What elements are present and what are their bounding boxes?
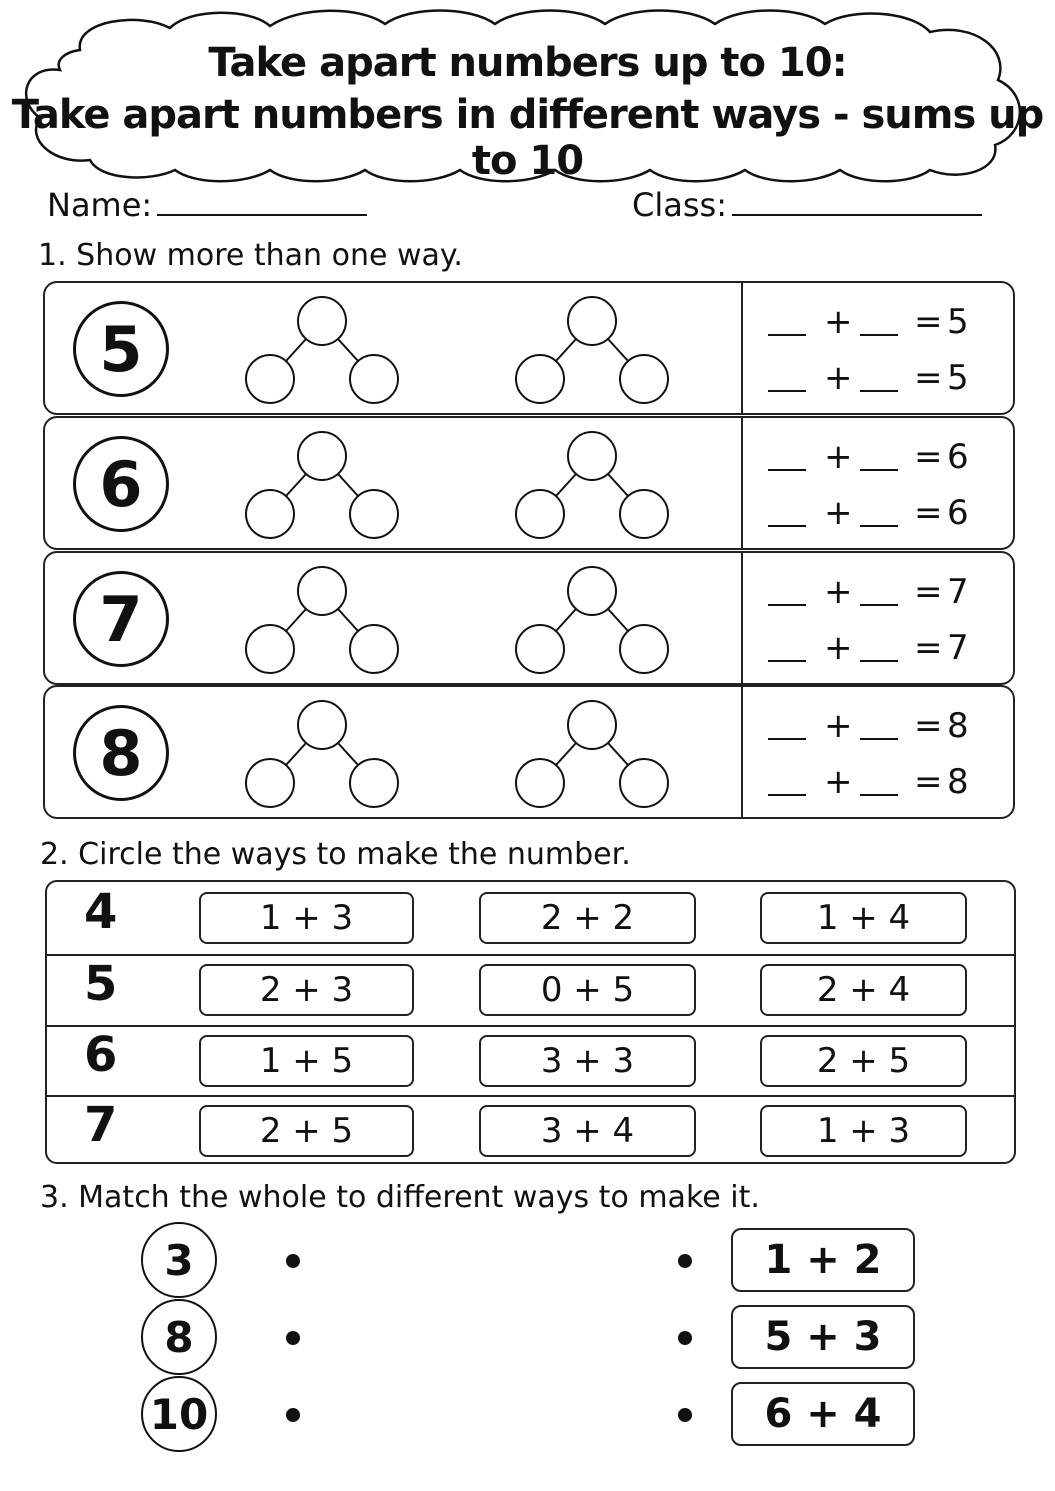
match-option-box: 6 + 4 <box>731 1382 915 1446</box>
answer-blank[interactable] <box>768 469 806 471</box>
addition-sentence <box>725 302 969 342</box>
equals-sign: = <box>914 762 943 802</box>
name-label: Name: <box>47 186 153 224</box>
addition-sentence <box>725 358 969 398</box>
answer-blank[interactable] <box>860 390 898 392</box>
class-field[interactable] <box>732 214 982 216</box>
answer-blank[interactable] <box>768 660 806 662</box>
section-1-heading: 1. Show more than one way. <box>38 238 463 273</box>
part-bubble[interactable] <box>350 355 398 403</box>
whole-bubble[interactable] <box>568 297 616 345</box>
addition-sentence <box>725 493 969 533</box>
whole-number-circle: 8 <box>73 705 169 801</box>
answer-blank[interactable] <box>860 604 898 606</box>
answer-blank[interactable] <box>860 469 898 471</box>
addition-option[interactable]: 1 + 5 <box>199 1035 414 1087</box>
sum-value: 8 <box>947 762 969 802</box>
whole-number-circle: 3 <box>141 1222 217 1298</box>
whole-number-circle: 8 <box>141 1299 217 1375</box>
table-divider <box>47 1095 1014 1097</box>
match-dot[interactable] <box>286 1254 300 1268</box>
part-bubble[interactable] <box>620 490 668 538</box>
whole-bubble[interactable] <box>568 567 616 615</box>
target-number: 4 <box>84 884 118 940</box>
whole-bubble[interactable] <box>298 297 346 345</box>
answer-blank[interactable] <box>768 738 806 740</box>
part-bubble[interactable] <box>246 625 294 673</box>
match-dot[interactable] <box>678 1408 692 1422</box>
equals-sign: = <box>914 437 943 477</box>
answer-blank[interactable] <box>860 794 898 796</box>
whole-number-circle: 5 <box>73 301 169 397</box>
addition-sentence <box>725 437 969 477</box>
addition-option[interactable]: 1 + 3 <box>199 892 414 944</box>
part-bubble[interactable] <box>620 625 668 673</box>
part-bubble[interactable] <box>620 355 668 403</box>
whole-bubble[interactable] <box>298 567 346 615</box>
section-3-heading: 3. Match the whole to different ways to make it. <box>40 1180 760 1215</box>
addition-option[interactable]: 3 + 4 <box>479 1105 696 1157</box>
equals-sign: = <box>914 493 943 533</box>
target-number: 7 <box>84 1097 118 1153</box>
sum-value: 7 <box>947 628 969 668</box>
whole-number-circle: 10 <box>141 1376 217 1452</box>
addition-sentence <box>725 706 969 746</box>
answer-blank[interactable] <box>860 525 898 527</box>
table-divider <box>47 1025 1014 1027</box>
target-number: 5 <box>84 956 118 1012</box>
table-divider <box>47 954 1014 956</box>
sum-value: 8 <box>947 706 969 746</box>
part-bubble[interactable] <box>350 759 398 807</box>
addition-sentence <box>725 572 969 612</box>
equals-sign: = <box>914 628 943 668</box>
whole-bubble[interactable] <box>298 432 346 480</box>
class-label: Class: <box>632 186 727 224</box>
addition-option[interactable]: 2 + 5 <box>199 1105 414 1157</box>
part-bubble[interactable] <box>516 490 564 538</box>
answer-blank[interactable] <box>768 334 806 336</box>
equals-sign: = <box>914 358 943 398</box>
answer-blank[interactable] <box>768 604 806 606</box>
match-dot[interactable] <box>678 1331 692 1345</box>
addition-option[interactable]: 1 + 4 <box>760 892 967 944</box>
plus-sign: + <box>824 628 853 668</box>
name-field[interactable] <box>157 214 367 216</box>
answer-blank[interactable] <box>768 794 806 796</box>
part-bubble[interactable] <box>516 625 564 673</box>
whole-number-circle: 7 <box>73 571 169 667</box>
title-line-2: Take apart numbers in different ways - sums up to 10 <box>11 92 1044 184</box>
addition-option[interactable]: 0 + 5 <box>479 964 696 1016</box>
whole-bubble[interactable] <box>568 432 616 480</box>
plus-sign: + <box>824 762 853 802</box>
addition-option[interactable]: 3 + 3 <box>479 1035 696 1087</box>
addition-option[interactable]: 2 + 4 <box>760 964 967 1016</box>
match-dot[interactable] <box>286 1408 300 1422</box>
sum-value: 6 <box>947 493 969 533</box>
answer-blank[interactable] <box>768 390 806 392</box>
addition-option[interactable]: 2 + 2 <box>479 892 696 944</box>
plus-sign: + <box>824 302 853 342</box>
plus-sign: + <box>824 493 853 533</box>
plus-sign: + <box>824 706 853 746</box>
plus-sign: + <box>824 437 853 477</box>
answer-blank[interactable] <box>768 525 806 527</box>
addition-sentence <box>725 762 969 802</box>
title-line-1: Take apart numbers up to 10: <box>208 40 847 86</box>
part-bubble[interactable] <box>246 490 294 538</box>
equals-sign: = <box>914 706 943 746</box>
match-option-box: 1 + 2 <box>731 1228 915 1292</box>
match-dot[interactable] <box>678 1254 692 1268</box>
part-bubble[interactable] <box>246 355 294 403</box>
plus-sign: + <box>824 572 853 612</box>
part-bubble[interactable] <box>516 759 564 807</box>
whole-number-circle: 6 <box>73 436 169 532</box>
addition-sentence <box>725 628 969 668</box>
equals-sign: = <box>914 302 943 342</box>
section-2-heading: 2. Circle the ways to make the number. <box>40 837 631 872</box>
part-bubble[interactable] <box>246 759 294 807</box>
answer-blank[interactable] <box>860 334 898 336</box>
equals-sign: = <box>914 572 943 612</box>
answer-blank[interactable] <box>860 660 898 662</box>
target-number: 6 <box>84 1027 118 1083</box>
addition-option[interactable]: 2 + 3 <box>199 964 414 1016</box>
whole-bubble[interactable] <box>568 701 616 749</box>
addition-option[interactable]: 2 + 5 <box>760 1035 967 1087</box>
sum-value: 5 <box>947 358 969 398</box>
part-bubble[interactable] <box>620 759 668 807</box>
addition-option[interactable]: 1 + 3 <box>760 1105 967 1157</box>
part-bubble[interactable] <box>516 355 564 403</box>
match-dot[interactable] <box>286 1331 300 1345</box>
sum-value: 5 <box>947 302 969 342</box>
sum-value: 6 <box>947 437 969 477</box>
plus-sign: + <box>824 358 853 398</box>
answer-blank[interactable] <box>860 738 898 740</box>
part-bubble[interactable] <box>350 490 398 538</box>
part-bubble[interactable] <box>350 625 398 673</box>
match-option-box: 5 + 3 <box>731 1305 915 1369</box>
sum-value: 7 <box>947 572 969 612</box>
whole-bubble[interactable] <box>298 701 346 749</box>
